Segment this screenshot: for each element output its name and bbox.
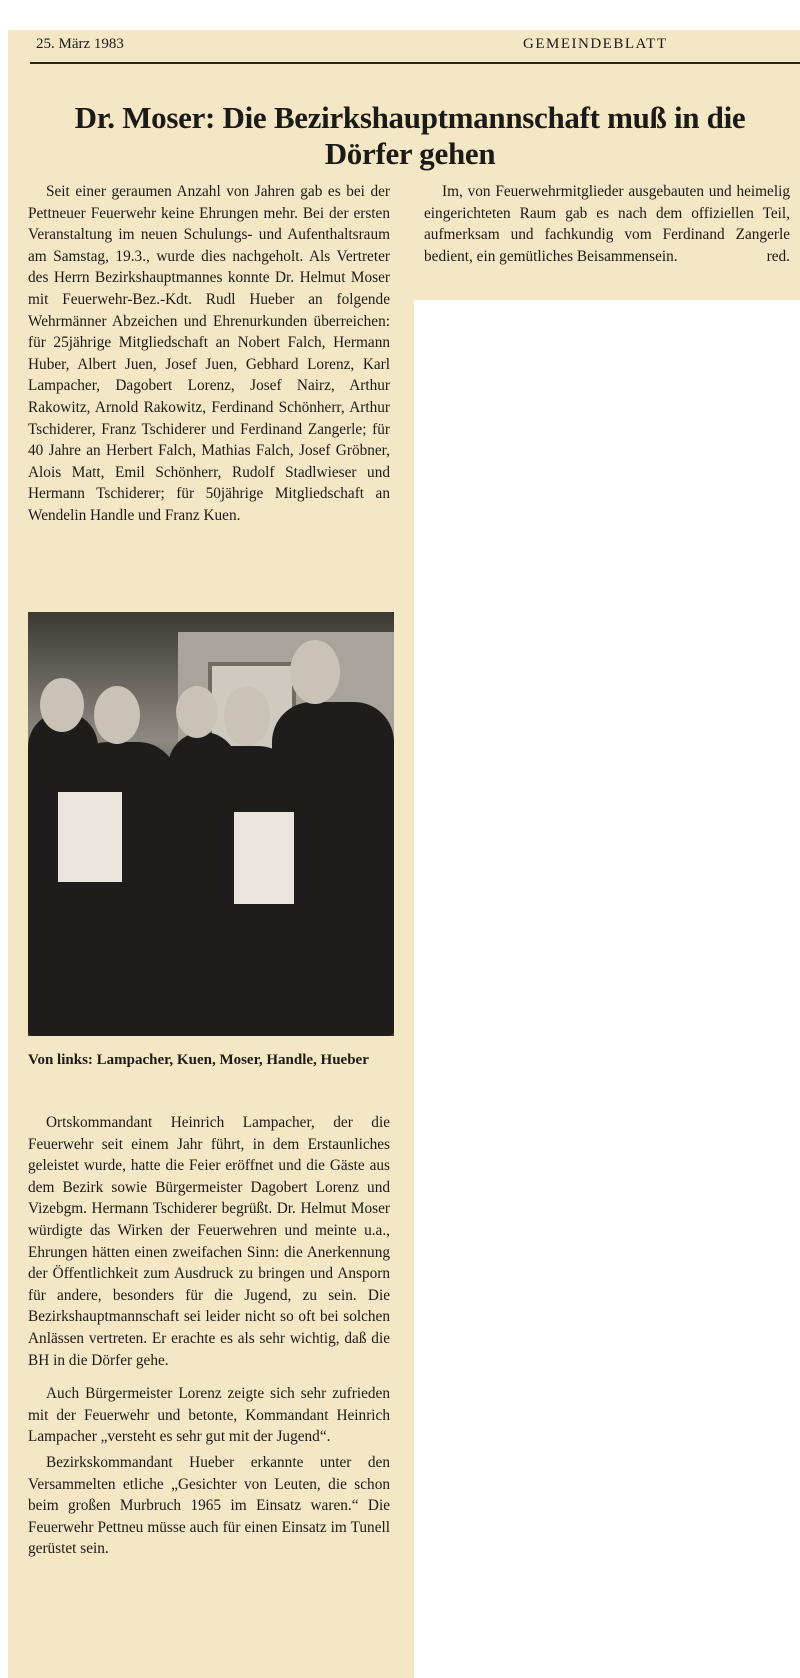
headline: Dr. Moser: Die Bezirkshauptmannschaft muß in die Dörfer gehen [74, 100, 746, 171]
article-column-right [424, 181, 790, 267]
article-paragraph [424, 181, 790, 267]
article-column-left-lower [28, 1112, 390, 1560]
author-signature: red. [766, 247, 790, 265]
article-paragraph: Ortskommandant Heinrich Lampacher, der die Feuerwehr seit einem Jahr führt, in dem Erstaunliches geleistet wurde, hatte die Feier eröffnet und die Gäste aus dem Bezirk sowie Bürgermeister Dagobert Lorenz und Vizebgm. Hermann Tschiderer begrüßt. Dr. Helmut Moser würdigte das Wirken der Feuerwehren und meinte u.a., Ehrungen hätten einen zweifachen Sinn: die Anerkennung der Öffentlichkeit zum Ausdruck zu bringen und Ansporn für andere, besonders für die Jugend, zu sein. Die Bezirkshauptmannschaft sei leider nicht so oft bei solchen Anlässen vertreten. Er erachte es als sehr wichtig, daß die BH in die Dörfer gehe. [28, 1114, 390, 1369]
publication-name: GEMEINDEBLATT [523, 36, 668, 52]
article-paragraph: Bezirkskommandant Hueber erkannte unter den Versammelten etliche „Gesichter von Leuten, die schon beim großen Murbruch 1965 im Einsatz waren.“ Die Feuerwehr Pettneu müsse auch für einen Einsatz im Tunell gerüstet sein. [28, 1453, 390, 1558]
header-rule [30, 62, 800, 64]
article-column-left [28, 181, 390, 527]
group-photo [28, 612, 394, 1036]
issue-date: 25. März 1983 [36, 36, 124, 52]
photo-caption: Von links: Lampacher, Kuen, Moser, Handle, Hueber [28, 1052, 369, 1068]
article-paragraph: Auch Bürgermeister Lorenz zeigte sich sehr zufrieden mit der Feuerwehr und betonte, Kommandant Heinrich Lampacher „versteht es sehr gut mit der Jugend“. [28, 1385, 390, 1446]
article-paragraph: Seit einer geraumen Anzahl von Jahren gab es bei der Pettneuer Feuerwehr keine Ehrungen mehr. Bei der ersten Veranstaltung im neuen Schulungs- und Aufenthaltsraum am Samstag, 19.3., wurde dies nachgeholt. Als Vertreter des Herrn Bezirkshauptmannes konnte Dr. Helmut Moser mit Feuerwehr-Bez.-Kdt. Rudl Hueber an folgende Wehrmänner Abzeichen und Ehrenurkunden überreichen: für 25jährige Mitgliedschaft an Nobert Falch, Hermann Huber, Albert Juen, Josef Juen, Gebhard Lorenz, Karl Lampacher, Dagobert Lorenz, Josef Nairz, Arthur Rakowitz, Arnold Rakowitz, Ferdinand Schönherr, Arthur Tschiderer, Franz Tschiderer und Ferdinand Zangerle; für 40 Jahre an Herbert Falch, Mathias Falch, Josef Gröbner, Alois Matt, Emil Schönherr, Rudolf Stadlwieser und Hermann Tschiderer; für 50jährige Mitgliedschaft an Wendelin Handle und Franz Kuen. [28, 183, 390, 524]
article-paragraph-text: Im, von Feuerwehrmitglieder ausgebauten und heimelig eingerichteten Raum gab es nach dem offiziellen Teil, aufmerksam und fachkundig vom Ferdinand Zangerle bedient, ein gemütliches Beisammensein. [424, 183, 790, 265]
page-header [36, 36, 800, 58]
